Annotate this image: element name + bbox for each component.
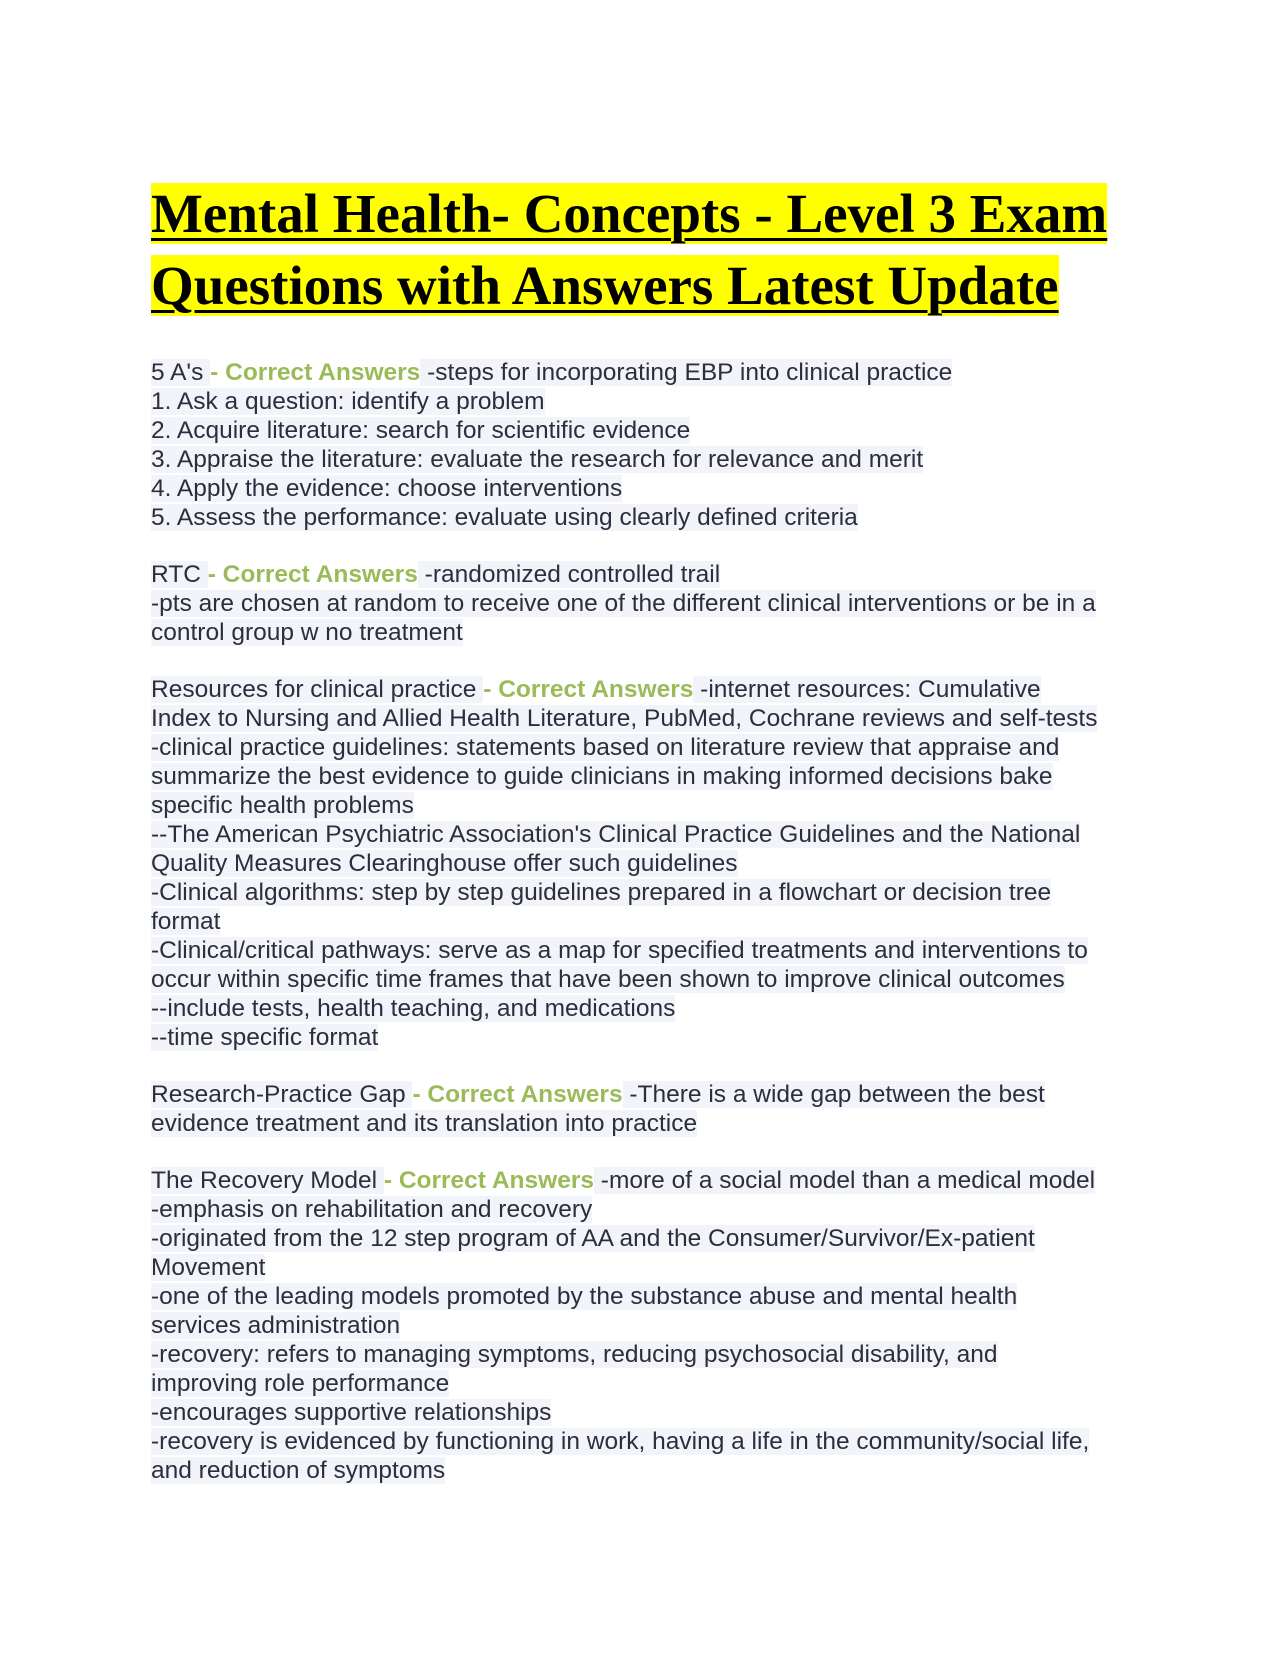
answer-line	[151, 589, 1131, 618]
answer-text: -internet resources: Cumulative	[693, 676, 1041, 703]
answer-text: -randomized controlled trail	[417, 561, 721, 588]
answer-line-text: specific health problems	[151, 792, 414, 819]
answer-line	[151, 1195, 1131, 1224]
answer-line-text: occur within specific time frames that have been shown to improve clinical outcomes	[151, 966, 1065, 993]
answer-line-text: 3. Appraise the literature: evaluate the research for relevance and merit	[151, 446, 924, 473]
answer-line-text: --time specific format	[151, 1024, 379, 1051]
answer-line	[151, 445, 1131, 474]
answer-line-text: -recovery is evidenced by functioning in work, having a life in the community/social life,	[151, 1428, 1090, 1455]
answer-line	[151, 965, 1131, 994]
correct-answers-marker: - Correct Answers	[383, 1167, 594, 1194]
answer-line	[151, 849, 1131, 878]
qa-entry	[151, 560, 1131, 647]
answer-line-text: -recovery: refers to managing symptoms, reducing psychosocial disability, and	[151, 1341, 998, 1368]
answer-line	[151, 994, 1131, 1023]
answer-line	[151, 936, 1131, 965]
correct-answers-marker: - Correct Answers	[207, 561, 418, 588]
answer-line	[151, 416, 1131, 445]
answer-line-text: 2. Acquire literature: search for scientific evidence	[151, 417, 691, 444]
answer-line	[151, 1023, 1131, 1052]
answer-line	[151, 1340, 1131, 1369]
answer-line-text: 1. Ask a question: identify a problem	[151, 388, 545, 415]
answer-line	[151, 474, 1131, 503]
term: RTC	[151, 561, 208, 588]
answer-line	[151, 1253, 1131, 1282]
answer-line-text: Quality Measures Clearinghouse offer such guidelines	[151, 850, 738, 877]
term: 5 A's	[151, 359, 211, 386]
answer-line-text: 4. Apply the evidence: choose interventions	[151, 475, 623, 502]
answer-line	[151, 704, 1131, 733]
title-line-1: Mental Health- Concepts - Level 3 Exam	[151, 183, 1108, 244]
qa-entry-first-line	[151, 1166, 1131, 1195]
document-page	[151, 178, 1131, 1513]
answer-line-text: evidence treatment and its translation into practice	[151, 1110, 698, 1137]
answer-line-text: -pts are chosen at random to receive one of the different clinical interventions or be in a	[151, 590, 1096, 617]
qa-entry-first-line	[151, 560, 1131, 589]
answer-line-text: and reduction of symptoms	[151, 1457, 446, 1484]
answer-line-text: Index to Nursing and Allied Health Literature, PubMed, Cochrane reviews and self-tests	[151, 705, 1098, 732]
term: Research-Practice Gap	[151, 1081, 413, 1108]
answer-line	[151, 503, 1131, 532]
answer-text: -steps for incorporating EBP into clinical practice	[420, 359, 953, 386]
answer-line-text: -one of the leading models promoted by the substance abuse and mental health	[151, 1283, 1018, 1310]
qa-entry	[151, 675, 1131, 1052]
qa-entry	[151, 1166, 1131, 1485]
answer-line-text: -emphasis on rehabilitation and recovery	[151, 1196, 593, 1223]
answer-line	[151, 1224, 1131, 1253]
answer-line-text: format	[151, 908, 221, 935]
answer-line-text: control group w no treatment	[151, 619, 463, 646]
correct-answers-marker: - Correct Answers	[412, 1081, 623, 1108]
answer-line	[151, 878, 1131, 907]
answer-line-text: Movement	[151, 1254, 266, 1281]
answer-line-text: summarize the best evidence to guide clinicians in making informed decisions bake	[151, 763, 1053, 790]
answer-line-text: -originated from the 12 step program of AA and the Consumer/Survivor/Ex-patient	[151, 1225, 1035, 1252]
answer-text: -more of a social model than a medical model	[594, 1167, 1096, 1194]
answer-line	[151, 1398, 1131, 1427]
term: Resources for clinical practice	[151, 676, 484, 703]
answer-line	[151, 762, 1131, 791]
answer-line	[151, 733, 1131, 762]
answer-line-text: -Clinical/critical pathways: serve as a map for specified treatments and interventions to	[151, 937, 1088, 964]
answer-line	[151, 387, 1131, 416]
qa-entry-first-line	[151, 358, 1131, 387]
answer-line	[151, 1311, 1131, 1340]
answer-text: -There is a wide gap between the best	[622, 1081, 1045, 1108]
answer-line	[151, 907, 1131, 936]
answer-line	[151, 1282, 1131, 1311]
answer-line-text: 5. Assess the performance: evaluate using clearly defined criteria	[151, 504, 858, 531]
term: The Recovery Model	[151, 1167, 384, 1194]
answer-line	[151, 820, 1131, 849]
answer-line	[151, 1369, 1131, 1398]
correct-answers-marker: - Correct Answers	[210, 359, 421, 386]
qa-entry-first-line	[151, 1080, 1131, 1109]
qa-entry-first-line	[151, 675, 1131, 704]
qa-entries	[151, 358, 1131, 1485]
answer-line	[151, 1109, 1131, 1138]
qa-entry	[151, 1080, 1131, 1138]
answer-line	[151, 618, 1131, 647]
document-title	[151, 178, 1131, 322]
answer-line-text: -encourages supportive relationships	[151, 1399, 552, 1426]
answer-line-text: services administration	[151, 1312, 401, 1339]
answer-line-text: --The American Psychiatric Association's Clinical Practice Guidelines and the National	[151, 821, 1081, 848]
answer-line	[151, 1427, 1131, 1456]
correct-answers-marker: - Correct Answers	[483, 676, 694, 703]
answer-line-text: improving role performance	[151, 1370, 450, 1397]
qa-entry	[151, 358, 1131, 532]
answer-line	[151, 791, 1131, 820]
title-line-2: Questions with Answers Latest Update	[151, 255, 1059, 316]
answer-line-text: -Clinical algorithms: step by step guidelines prepared in a flowchart or decision tree	[151, 879, 1052, 906]
answer-line-text: --include tests, health teaching, and medications	[151, 995, 676, 1022]
answer-line	[151, 1456, 1131, 1485]
answer-line-text: -clinical practice guidelines: statements based on literature review that appraise and	[151, 734, 1060, 761]
